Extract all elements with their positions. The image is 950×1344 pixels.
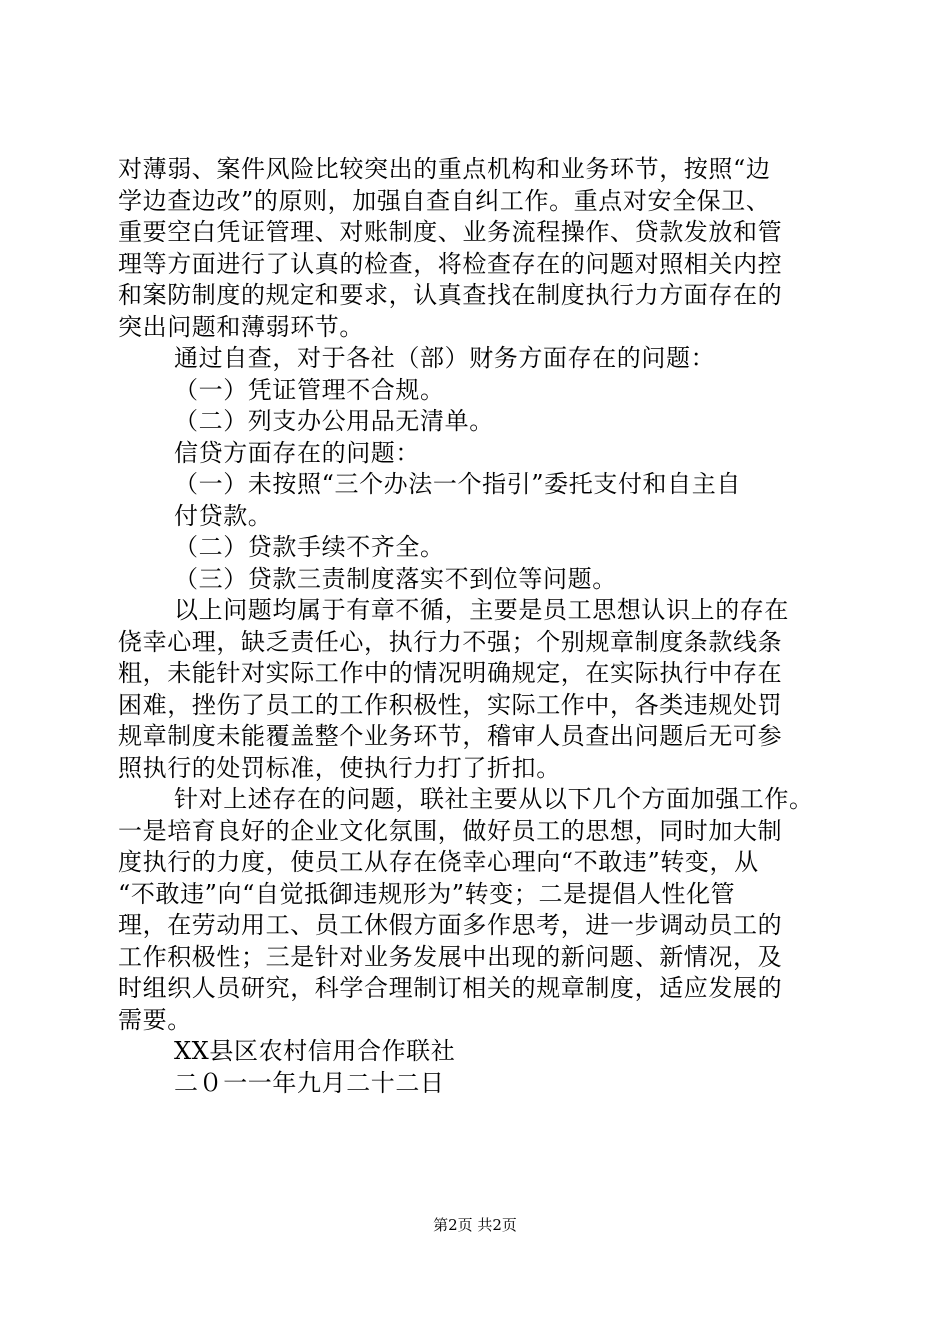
- paragraph-measures: 针对上述存在的问题，联社主要从以下几个方面加强工作。: [174, 785, 814, 813]
- text-line: 需要。: [118, 1005, 192, 1034]
- text-line: 工作积极性；三是针对业务发展中出现的新问题、新情况，及: [118, 942, 783, 971]
- list-item-credit-2: （二）贷款手续不齐全。: [174, 533, 445, 561]
- signature-organization: XX县区农村信用合作联社: [174, 1037, 456, 1065]
- text-line: 理等方面进行了认真的检查，将检查存在的问题对照相关内控: [118, 249, 783, 278]
- list-item-finance-1: （一）凭证管理不合规。: [174, 375, 445, 404]
- text-line: 规章制度未能覆盖整个业务环节，稽审人员查出问题后无可参: [118, 722, 783, 750]
- list-item-credit-1: （一）未按照“三个办法一个指引”委托支付和自主自: [174, 470, 741, 498]
- paragraph-intro-credit: 信贷方面存在的问题：: [174, 438, 420, 467]
- text-line: 重要空白凭证管理、对账制度、业务流程操作、贷款发放和管: [118, 218, 783, 246]
- text-line: 度执行的力度，使员工从存在侥幸心理向“不敢违”转变，从: [118, 848, 759, 876]
- signature-date: 二０一一年九月二十二日: [174, 1068, 445, 1097]
- paragraph-analysis: 以上问题均属于有章不循，主要是员工思想认识上的存在: [174, 596, 789, 624]
- list-item-credit-3: （三）贷款三责制度落实不到位等问题。: [174, 564, 617, 593]
- list-item-finance-2: （二）列支办公用品无清单。: [174, 407, 494, 435]
- paragraph-intro-finance: 通过自查，对于各社（部）财务方面存在的问题：: [174, 344, 716, 372]
- text-line: 侥幸心理，缺乏责任心，执行力不强；个别规章制度条款线条: [118, 627, 783, 656]
- text-line: 突出问题和薄弱环节。: [118, 312, 364, 341]
- text-line: 和案防制度的规定和要求，认真查找在制度执行力方面存在的: [118, 281, 783, 309]
- text-line: 理，在劳动用工、员工休假方面多作思考，进一步调动员工的: [118, 911, 783, 939]
- text-line: “不敢违”向“自觉抵御违规形为”转变；二是提倡人性化管: [118, 879, 736, 908]
- list-item-credit-1-cont: 付贷款。: [174, 501, 273, 530]
- text-line: 困难，挫伤了员工的工作积极性，实际工作中，各类违规处罚: [118, 690, 783, 719]
- page-number-footer: 第2页 共2页: [433, 1216, 517, 1234]
- text-line: 时组织人员研究，科学合理制订相关的规章制度，适应发展的: [118, 974, 783, 1002]
- text-line: 粗，未能针对实际工作中的情况明确规定，在实际执行中存在: [118, 659, 783, 687]
- document-body: [118, 154, 838, 1099]
- text-line: 照执行的处罚标准，使执行力打了折扣。: [118, 753, 561, 782]
- text-line: 一是培育良好的企业文化氛围，做好员工的思想，同时加大制: [118, 816, 783, 845]
- text-line: 学边查边改”的原则，加强自查自纠工作。重点对安全保卫、: [118, 186, 771, 215]
- text-line: 对薄弱、案件风险比较突出的重点机构和业务环节，按照“边: [118, 155, 771, 183]
